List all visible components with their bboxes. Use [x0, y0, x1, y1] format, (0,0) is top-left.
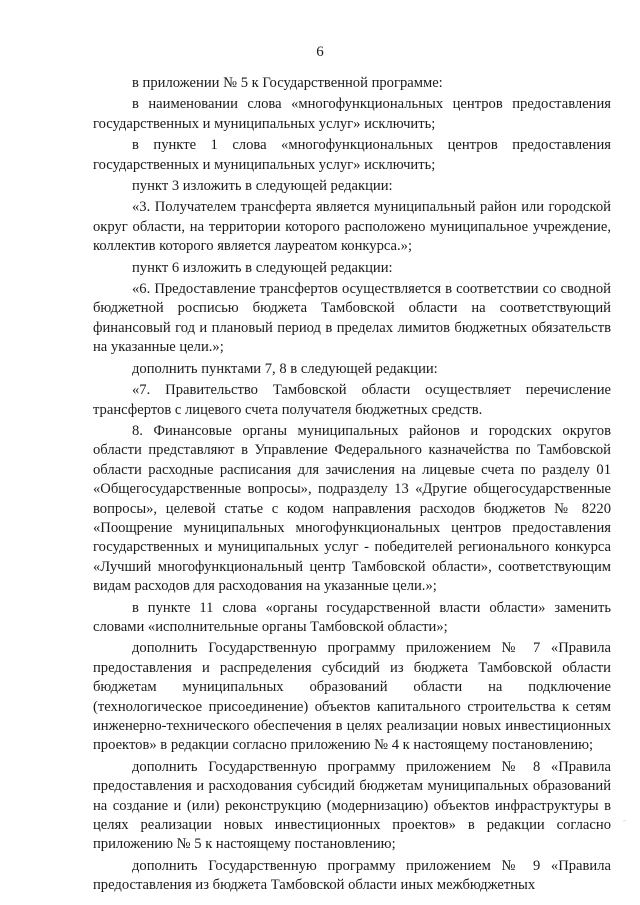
paragraph: в пункте 1 слова «многофункциональных центров предоставления государственных и муниципальных услуг» исключить; [93, 137, 611, 173]
paragraph: дополнить пунктами 7, 8 в следующей редакции: [132, 360, 438, 377]
paragraph: дополнить Государственную программу приложением № 8 «Правила предоставления и расходования субсидий бюджетам муниципальных образований на создание и (или) реконструкцию (модернизацию) объектов инфраструктуры в целях реализации новых инвестиционных проектов» в редакции согласно приложению № 5 к настоящему постановлению; [93, 758, 611, 853]
paragraph: «3. Получателем трансферта является муниципальный район или городской округ области, на территории которого расположено муниципальное учреждение, коллектив которого является лауреатом конкурса.»; [93, 199, 611, 255]
paragraph: в приложении № 5 к Государственной программе: [132, 75, 443, 91]
paragraph: «6. Предоставление трансфертов осуществляется в соответствии со сводной бюджетной росписью бюджета Тамбовской области на соответствующий финансовый год и плановый период в пределах лимитов бюджетных обязательств на указанные цели.»; [93, 281, 611, 356]
page-number: 6 [316, 44, 324, 60]
paragraph: пункт 3 изложить в следующей редакции: [132, 178, 393, 195]
paragraph: пункт 6 изложить в следующей редакции: [132, 259, 393, 276]
document-body [93, 74, 611, 898]
paragraph: дополнить Государственную программу приложением № 9 «Правила предоставления из бюджета Тамбовской области иных межбюджетных [93, 857, 611, 894]
paragraph: «7. Правительство Тамбовской области осуществляет перечисление трансфертов с лицевого счета получателя бюджетных средств. [93, 382, 611, 418]
paragraph: в пункте 11 слова «органы государственной власти области» заменить словами «исполнительные органы Тамбовской области»; [93, 599, 611, 635]
paragraph: в наименовании слова «многофункциональных центров предоставления государственных и муниципальных услуг» исключить; [93, 96, 611, 132]
paragraph: дополнить Государственную программу приложением № 7 «Правила предоставления и распределения субсидий из бюджета Тамбовской области бюджетам муниципальных образований области на подключение (технологическое присоединение) объектов капитального строительства к сетям инженерно-технического обеспечения в целях реализации новых инвестиционных проектов» в редакции согласно приложению № 4 к настоящему постановлению; [93, 640, 611, 754]
paragraph: 8. Финансовые органы муниципальных районов и городских округов области представляют в Управление Федерального казначейства по Тамбовской области расходные расписания для зачисления на лицевые счета по разделу 01 «Общегосударственные вопросы», подразделу 13 «Другие общегосударственные вопросы», целевой статье с кодом направления расходов бюджетов № 8220 «Поощрение муниципальных многофункциональных центров предоставления государственных и муниципальных услуг - победителей регионального конкурса «Лучший многофункциональный центр Тамбовской области», соответствующим видам расходов для расходования на указанные цели.»; [93, 422, 611, 595]
